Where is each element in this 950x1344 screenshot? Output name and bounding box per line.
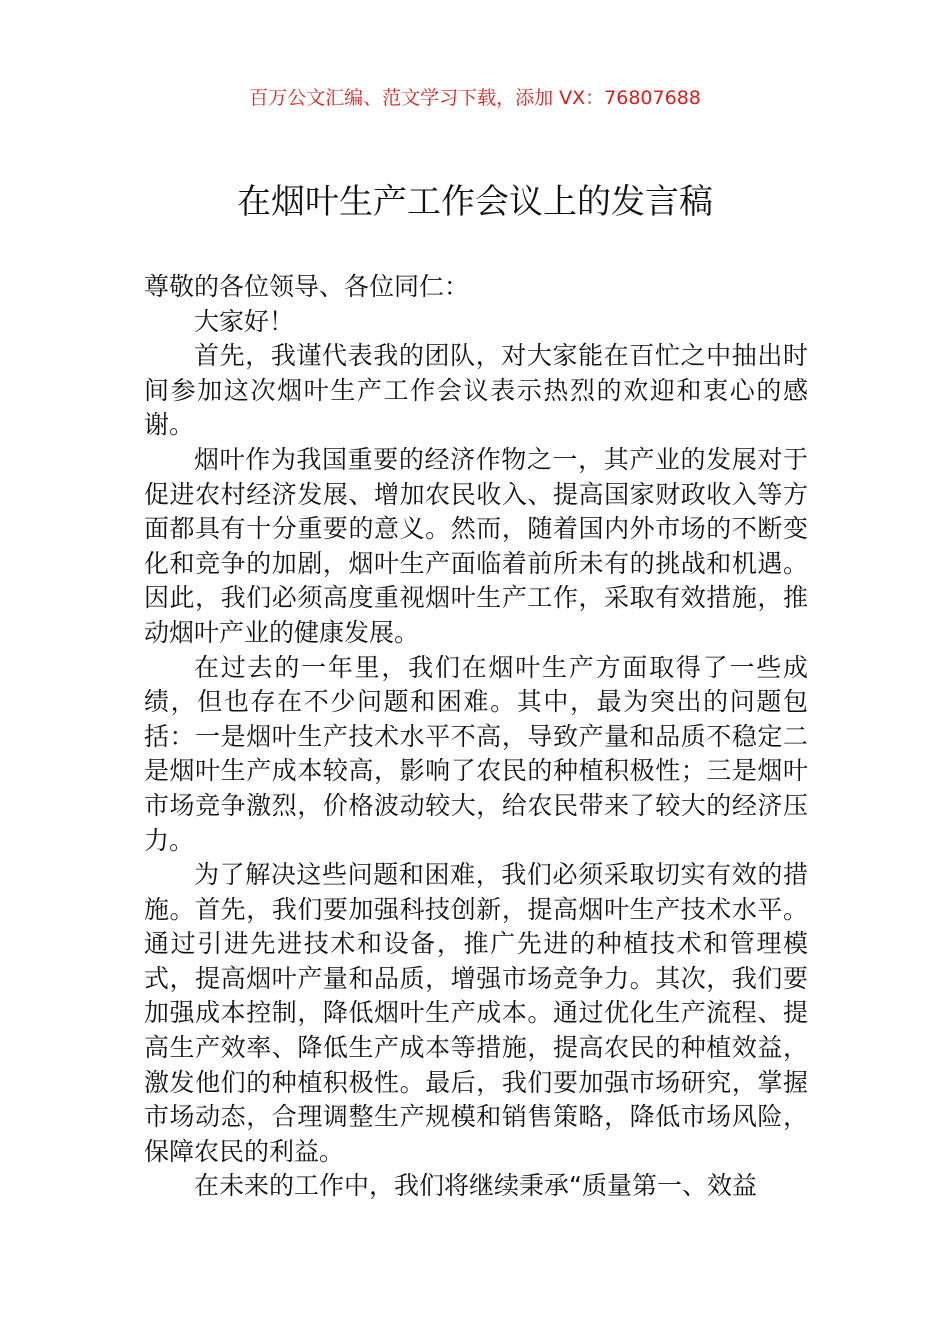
paragraph: 为了解决这些问题和困难，我们必须采取切实有效的措施。首先，我们要加强科技创新，提高烟叶生产技术水平。通过引进先进技术和设备，推广先进的种植技术和管理模式，提高烟叶产量和品质，增强市场竞争力。其次，我们要加强成本控制，降低烟叶生产成本。通过优化生产流程、提高生产效率、降低生产成本等措施，提高农民的种植效益，激发他们的种植积极性。最后，我们要加强市场研究，掌握市场动态，合理调整生产规模和销售策略，降低市场风险，保障农民的利益。	[144, 860, 808, 1166]
paragraph: 烟叶作为我国重要的经济作物之一，其产业的发展对于促进农村经济发展、增加农民收入、提高国家财政收入等方面都具有十分重要的意义。然而，随着国内外市场的不断变化和竞争的加剧，烟叶生产面临着前所未有的挑战和机遇。因此，我们必须高度重视烟叶生产工作，采取有效措施，推动烟叶产业的健康发展。	[144, 444, 808, 647]
paragraph: 在未来的工作中，我们将继续秉承“质量第一、效益	[194, 1171, 757, 1201]
document-title: 在烟叶生产工作会议上的发言稿	[237, 182, 713, 222]
paragraph: 首先，我谨代表我的团队，对大家能在百忙之中抽出时间参加这次烟叶生产工作会议表示热烈的欢迎和衷心的感谢。	[144, 341, 808, 440]
salutation: 尊敬的各位领导、各位同仁：	[144, 272, 470, 301]
paragraph: 在过去的一年里，我们在烟叶生产方面取得了一些成绩，但也存在不少问题和困难。其中，最为突出的问题包括：一是烟叶生产技术水平不高，导致产量和品质不稳定二是烟叶生产成本较高，影响了农民的种植积极性；三是烟叶市场竞争激烈，价格波动较大，给农民带来了较大的经济压力。	[144, 652, 808, 855]
document-body	[144, 270, 808, 1204]
greeting: 大家好！	[194, 306, 295, 336]
download-notice: 百万公文汇编、范文学习下载，添加 VX：76807688	[249, 87, 701, 109]
